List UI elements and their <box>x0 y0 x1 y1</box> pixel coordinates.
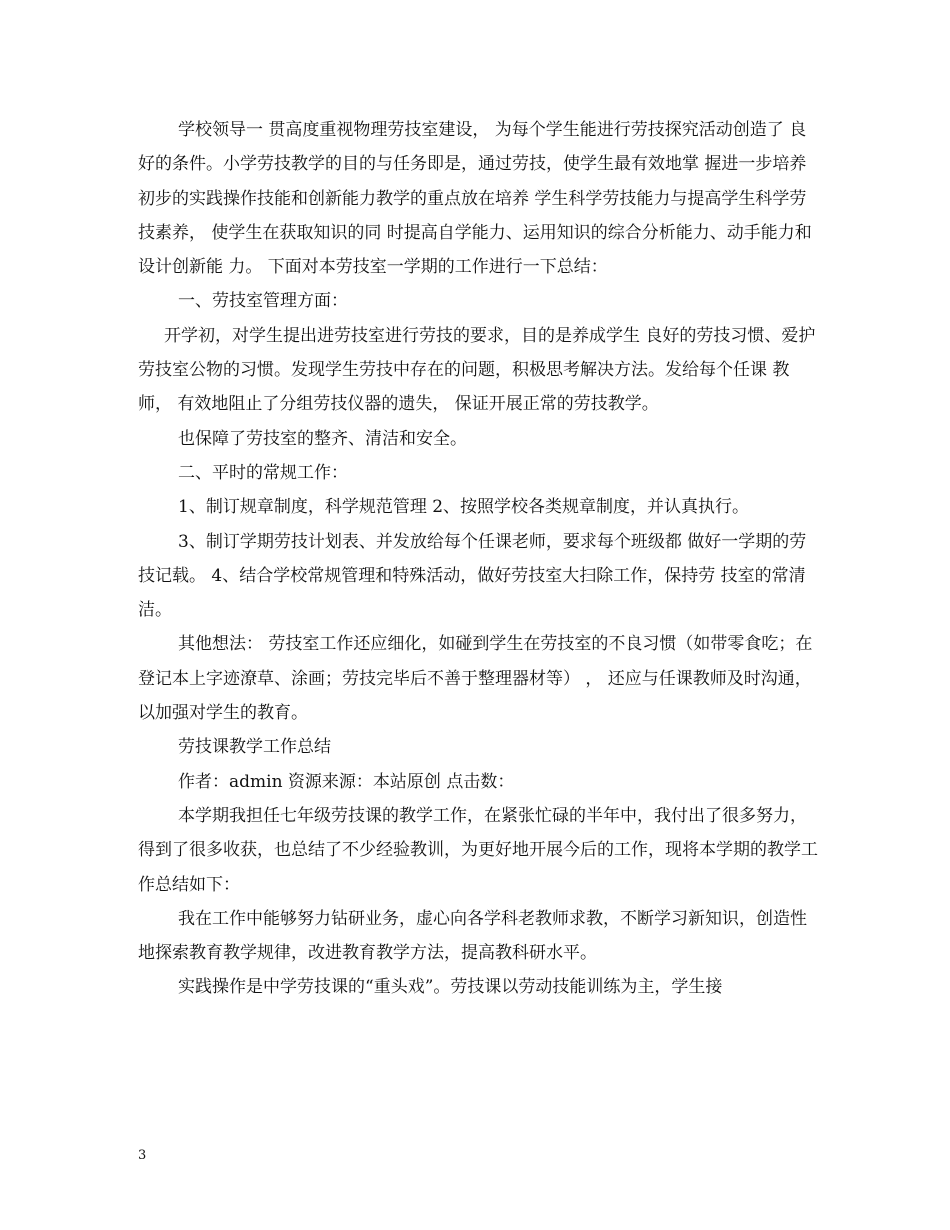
paragraph-research: 我在工作中能够努力钻研业务，虚心向各学科老教师求教，不断学习新知识，创造性地探索教育教学规律，改进教育教学方法，提高教科研水平。 <box>138 908 807 964</box>
paragraph-lab-safety: 也保障了劳技室的整齐、清洁和安全。 <box>178 428 467 449</box>
paragraph-practice: 实践操作是中学劳技课的“重头戏”。劳技课以劳动技能训练为主，学生接 <box>178 977 723 998</box>
section-title-summary: 劳技课教学工作总结 <box>178 737 331 758</box>
heading-routine-work: 二、平时的常规工作： <box>178 462 348 483</box>
document-body <box>138 113 822 1005</box>
article-meta: 作者：admin 资源来源：本站原创 点击数： <box>178 771 515 792</box>
paragraph-intro: 学校领导一 贯高度重视物理劳技室建设， 为每个学生能进行劳技探究活动创造了 良好的条件。小学劳技教学的目的与任务即是，通过劳技，使学生最有效地掌 握进一步培养初步的实践操作技能和创新能力教学的重点放在培养 学生科学劳技能力与提高学生科学劳技素养， 使学生在获取知识的同 时提高自学能力、运用知识的综合分析能力、动手能力和设计创新能 力。 下面对本劳技室一学期的工作进行一下总结： <box>138 120 812 278</box>
paragraph-lab-management: 开学初，对学生提出进劳技室进行劳技的要求，目的是养成学生 良好的劳技习惯、爱护劳技室公物的习惯。发现学生劳技中存在的问题，积极思考解决方法。发给每个任课 教师， 有效地阻止了分组劳技仪器的遗失， 保证开展正常的劳技教学。 <box>138 325 816 415</box>
page-number: 3 <box>138 1148 147 1163</box>
paragraph-routine-3: 3、制订学期劳技计划表、并发放给每个任课老师，要求每个班级都 做好一学期的劳技记载。 4、结合学校常规管理和特殊活动，做好劳技室大扫除工作，保持劳 技室的常清洁。 <box>138 531 807 621</box>
heading-lab-management: 一、劳技室管理方面： <box>178 291 348 312</box>
paragraph-routine-1: 1、制订规章制度，科学规范管理 2、按照学校各类规章制度，并认真执行。 <box>178 497 750 518</box>
paragraph-other-thoughts: 其他想法： 劳技室工作还应细化，如碰到学生在劳技室的不良习惯（如带零食吃；在登记本上字迹潦草、涂画；劳技完毕后不善于整理器材等） ， 还应与任课教师及时沟通，以加强对学生的教育。 <box>138 634 813 724</box>
paragraph-semester: 本学期我担任七年级劳技课的教学工作，在紧张忙碌的半年中，我付出了很多努力，得到了很多收获，也总结了不少经验教训，为更好地开展今后的工作，现将本学期的教学工作总结如下： <box>138 805 818 895</box>
